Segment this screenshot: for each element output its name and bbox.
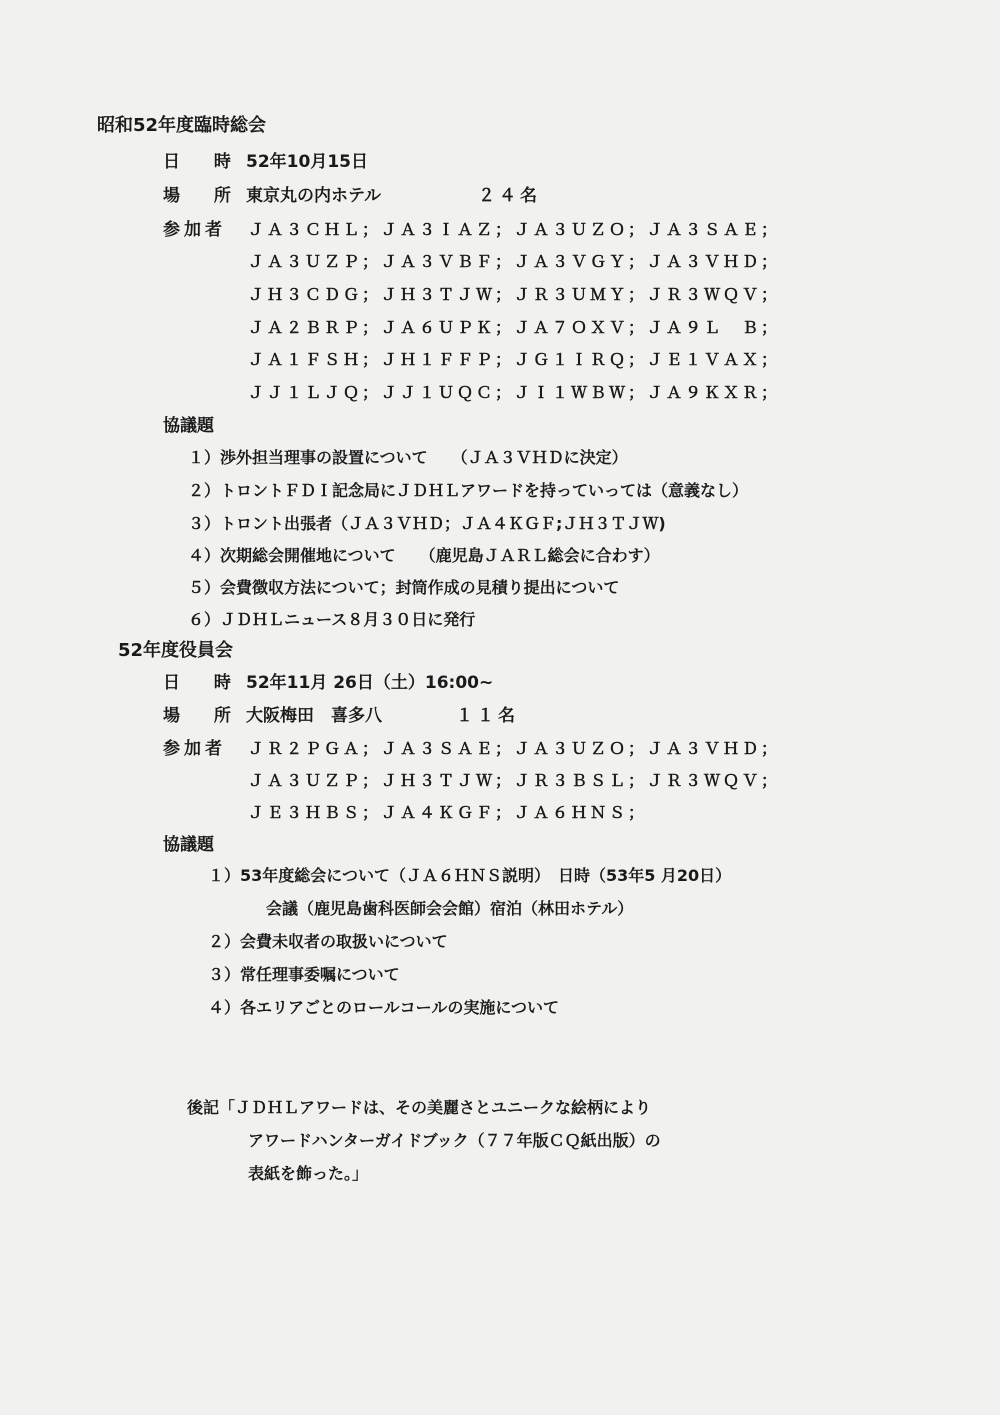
section2-date-value: 52年11月 26日（土）16:00~ xyxy=(246,673,494,693)
section2-agenda-item: １）53年度総会について（ＪＡ６ＨＮＳ説明） 日時（53年5 月20日） xyxy=(208,866,732,885)
section1-participants-label: 参加者 xyxy=(163,220,226,240)
section2-agenda-item: ３）常任理事委嘱について xyxy=(208,965,400,984)
afterword-line: アワードハンターガイドブック（７７年版ＣＱ紙出版）の xyxy=(248,1131,661,1150)
section1-agenda-item: ３）トロント出張者（ＪＡ３ＶＨＤ；ＪＡ４ＫＧＦ;ＪＨ３ＴＪＷ) xyxy=(188,514,666,533)
section2-agenda-item: ２）会費未収者の取扱いについて xyxy=(208,932,448,951)
section2-agenda-label: 協議題 xyxy=(163,835,214,855)
section1-agenda-label: 協議題 xyxy=(163,416,214,436)
section2-participants-line: ＪＡ３ＵＺＰ；ＪＨ３ＴＪＷ；ＪＲ３ＢＳＬ；ＪＲ３ＷＱＶ； xyxy=(248,771,781,790)
section1-agenda-item: ５）会費徴収方法について；封筒作成の見積り提出について xyxy=(188,578,620,597)
section2-participants-line: ＪＲ２ＰＧＡ；ＪＡ３ＳＡＥ；ＪＡ３ＵＺＯ；ＪＡ３ＶＨＤ； xyxy=(248,739,781,758)
section2-participants-label: 参加者 xyxy=(163,739,226,759)
section1-place-label: 場 所 xyxy=(163,186,245,206)
section2-date-label: 日 時 xyxy=(163,673,245,693)
section1-participants-line: ＪＪ１ＬＪＱ；ＪＪ１ＵＱＣ；ＪＩ１ＷＢＷ；ＪＡ９ＫＸＲ； xyxy=(248,383,781,402)
afterword-line: 後記「ＪＤＨＬアワードは、その美麗さとユニークな絵柄により xyxy=(187,1098,652,1117)
section2-title: 52年度役員会 xyxy=(118,640,234,661)
section1-title: 昭和52年度臨時総会 xyxy=(97,115,267,136)
section2-count: １１名 xyxy=(456,706,519,726)
section1-participants-line: ＪＡ３ＵＺＰ；ＪＡ３ＶＢＦ；ＪＡ３ＶＧＹ；ＪＡ３ＶＨＤ； xyxy=(248,252,781,271)
section2-place-label: 場 所 xyxy=(163,706,245,726)
section1-agenda-item: ６）ＪＤＨＬニュース８月３０日に発行 xyxy=(188,610,476,629)
section1-participants-line: ＪＡ３ＣＨＬ；ＪＡ３ＩＡＺ；ＪＡ３ＵＺＯ；ＪＡ３ＳＡＥ； xyxy=(248,220,781,239)
section1-agenda-item: ２）トロントＦＤＩ記念局にＪＤＨＬアワードを持っていっては（意義なし） xyxy=(188,481,749,500)
section1-participants-line: ＪＡ１ＦＳＨ；ＪＨ１ＦＦＰ；ＪＧ１ＩＲＱ；ＪＥ１ＶＡＸ； xyxy=(248,350,781,369)
section2-place-value: 大阪梅田 喜多八 xyxy=(246,706,382,726)
section2-agenda-item: 会議（鹿児島歯科医師会会館）宿泊（林田ホテル） xyxy=(266,899,634,918)
section1-place-value: 東京丸の内ホテル xyxy=(246,186,382,206)
section1-participants-line: ＪＨ３ＣＤＧ；ＪＨ３ＴＪＷ；ＪＲ３ＵＭＹ；ＪＲ３ＷＱＶ； xyxy=(248,285,781,304)
section2-participants-line: ＪＥ３ＨＢＳ；ＪＡ４ＫＧＦ；ＪＡ６ＨＮＳ； xyxy=(248,803,648,822)
section1-participants-line: ＪＡ２ＢＲＰ；ＪＡ６ＵＰＫ；ＪＡ７ＯＸＶ；ＪＡ９Ｌ Ｂ； xyxy=(248,318,781,337)
section2-agenda-item: ４）各エリアごとのロールコールの実施について xyxy=(208,998,560,1017)
section1-date-value: 52年10月15日 xyxy=(246,152,368,172)
section1-date-label: 日 時 xyxy=(163,152,245,172)
section1-agenda-item: １）渉外担当理事の設置について （ＪＡ３ＶＨＤに決定） xyxy=(188,448,628,467)
section1-agenda-item: ４）次期総会開催地について （鹿児島ＪＡＲＬ総会に合わす） xyxy=(188,546,660,565)
afterword-line: 表紙を飾った。」 xyxy=(248,1164,369,1183)
section1-count: ２４名 xyxy=(478,186,541,206)
